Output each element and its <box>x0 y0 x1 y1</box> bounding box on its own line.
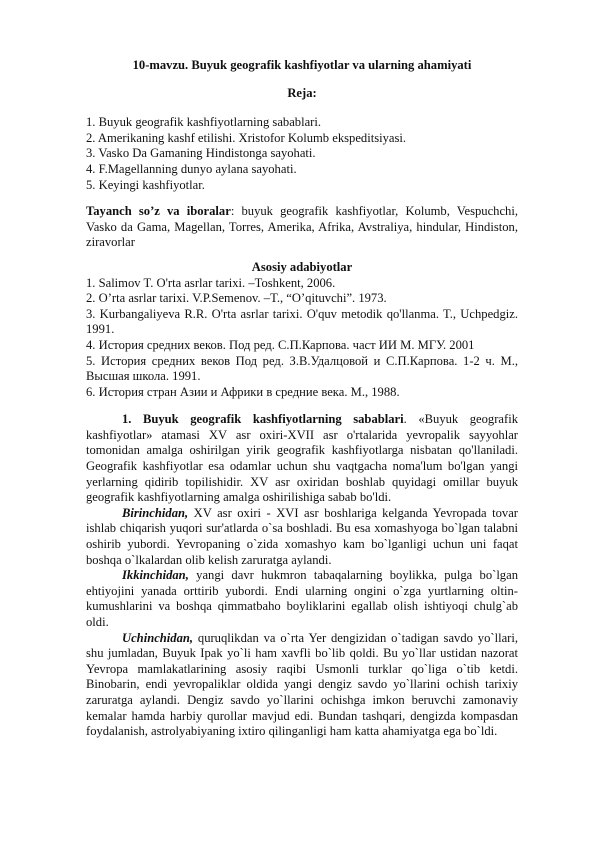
document-page <box>86 58 518 740</box>
list-item: 5. История средних веков Под ред. З.В.Удалцовой и С.П.Карпова. 1-2 ч. М., Высшая школа. 1991. <box>86 353 518 384</box>
paragraph-first <box>86 506 518 568</box>
list-item: 1. Buyuk geografik kashfiyotlarning sabablari. <box>86 115 322 130</box>
list-item: 2. O’rta asrlar tarixi. V.P.Semenov. –T., “O’qituvchi”. 1973. <box>86 291 387 306</box>
paragraph-third <box>86 631 518 740</box>
paragraph-second <box>86 568 518 630</box>
paragraph-text: XV asr oxiri - XVI asr boshlariga kelganda Yevropada tovar ishlab chiqarish yuqori sur'atlarda o`sa boshladi. Bu esa xomashyoga bo`lgan talabni oshirib yubordi. Yevropaning o`zida xomashyo kam bo`lganligi uchun uni faqat boshqa o`lkalardan olib kelish zaruratga aylandi. <box>86 505 518 567</box>
literature-heading: Asosiy adabiyotlar <box>251 259 353 274</box>
paragraph-lead: Uchinchidan, <box>122 630 194 645</box>
paragraph-lead: Ikkinchidan, <box>122 568 189 583</box>
paragraph-text: yangi davr hukmron tabaqalarning boylikka, pulga bo`lgan ehtiyojini yanada orttirib yubordi. Endi ularning ongini o`zga yurtlarning oltin-kumushlarini va boshqa qimmatbaho boyliklarini egallab olish ishtiyoqi chulg`ab oldi. <box>86 568 518 629</box>
list-item: 4. История средних веков. Под ред. С.П.Карпова. част ИИ М. МГУ. 2001 <box>86 337 475 352</box>
keywords-text: : buyuk geografik kashfiyotlar, Kolumb, Vespuchchi, Vasko da Gama, Magellan, Torres, Amerika, Afrika, Avstraliya, hindular, Hindiston, ziravorlar <box>86 204 518 250</box>
list-item: 2. Amerikaning kashf etilishi. Xristofor Kolumb ekspeditsiyasi. <box>86 130 407 145</box>
list-item: 5. Keyingi kashfiyotlar. <box>86 177 205 192</box>
keywords-paragraph <box>86 204 518 251</box>
list-item: 3. Vasko Da Gamaning Hindistonga sayohati. <box>86 146 316 161</box>
literature-list <box>86 276 518 401</box>
list-item: 6. История стран Азии и Африки в средние века. М., 1988. <box>86 384 400 399</box>
list-item: 1. Salimov T. O'rta asrlar tarixi. –Toshkent, 2006. <box>86 275 336 290</box>
list-item: 4. F.Magellanning dunyo aylana sayohati. <box>86 161 297 176</box>
paragraph-text: quruqlikdan va o`rta Yer dengizidan o`tadigan savdo yo`llari, shu jumladan, Buyuk Ipak yo`li ham xavfli bo`lib qoldi. Bu yo`llar ustidan nazorat Yevropa mamlakatlarining asosiy raqibi Usmonli turklar qo`liga o`tib ketdi. Binobarin, endi yevropaliklar oldida yangi dengiz savdo yo`llarini ochish tarixiy zaruratga aylandi. Dengiz savdo yo`llarini ochishga imkon beruvchi zamonaviy kemalar hamda harbiy qurollar mavjud edi. Bundan tashqari, dengizda kompasdan foydalanish, astrolyabiyaning ixtiro qilinganligi ham katta ahamiyatga ega bo`ldi. <box>86 630 518 739</box>
plan-heading: Reja: <box>287 85 317 100</box>
plan-list <box>86 115 518 193</box>
section-intro-paragraph <box>86 412 518 506</box>
list-item: 3. Kurbangaliyeva R.R. O'rta asrlar tarixi. O'quv metodik qo'llanma. T., Uchpedgiz. 1991. <box>86 306 518 337</box>
paragraph-lead: Birinchidan, <box>122 505 189 520</box>
keywords-label: Tayanch so’z va iboralar <box>86 204 231 219</box>
page-title: 10-mavzu. Buyuk geografik kashfiyotlar va ularning ahamiyati <box>132 58 472 72</box>
section-heading: 1. Buyuk geografik kashfiyotlarning sabablari <box>122 412 404 427</box>
section-intro-text: . «Buyuk geografik kashfiyotlar» atamasi XV asr oxiri-XVII asr o'rtalarida yevropalik sayyohlar tomonidan amalga oshirilgan yirik geografik kashfiyotlarga nisbatan qo'llaniladi. Geografik kashfiyotlar esa odamlar uchun shu vaqtgacha noma'lum bo'lgan yangi yerlarning qidirib topilishidir. XV asr oxiridan boshlab quyidagi omillar buyuk geografik kashfiyotlarning amalga oshirilishiga sabab bo'ldi. <box>86 412 518 505</box>
